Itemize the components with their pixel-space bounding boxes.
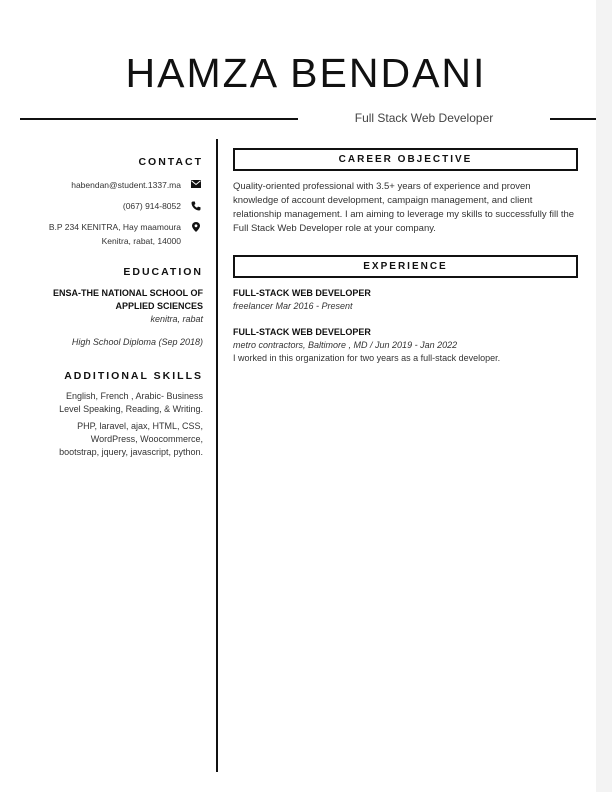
education-heading: EDUCATION [123,266,203,278]
address-line-1: B.P 234 KENITRA, Hay maamoura [48,222,181,232]
education-diploma: High School Diploma (Sep 2018) [71,337,203,347]
contact-section [20,156,203,256]
contact-heading: CONTACT [138,156,203,168]
column-divider [216,139,218,772]
school-line-1: ENSA-THE NATIONAL SCHOOL OF [52,288,203,298]
resume-name: HAMZA BENDANI [125,50,487,96]
contact-phone-row [123,199,203,213]
location-pin-icon [189,220,203,232]
header-rule-left [20,118,298,120]
job-title: FULL-STACK WEB DEVELOPER [233,327,371,337]
experience-entry [233,326,578,365]
job-description: I worked in this organization for two years as a full-stack developer. [233,353,501,363]
school-line-2: APPLIED SCIENCES [115,301,203,311]
page-edge-shadow [596,0,612,792]
tech-line-1: PHP, laravel, ajax, HTML, CSS, [77,421,203,431]
skills-heading: ADDITIONAL SKILLS [64,370,203,382]
languages-line-1: English, French , Arabic- Business [65,391,203,401]
contact-phone[interactable]: (067) 914-8052 [122,201,181,211]
resume-job-title: Full Stack Web Developer [354,111,494,125]
experience-entry [233,287,578,313]
languages-line-2: Level Speaking, Reading, & Writing. [59,404,203,414]
education-section [20,266,203,349]
skills-languages [20,390,203,416]
header-rule-right [550,118,596,120]
job-subtitle: metro contractors, Baltimore , MD / Jun 2019 - Jan 2022 [233,340,458,350]
education-location: kenitra, rabat [150,314,203,324]
address-line-2: Kenitra, rabat, 14000 [101,236,181,246]
contact-email-row [71,178,203,192]
phone-icon [189,199,203,211]
tech-line-2: WordPress, Woocommerce, [90,434,203,444]
skills-section [20,370,203,459]
tech-line-3: bootstrap, jquery, javascript, python. [59,447,203,457]
contact-address [49,220,181,248]
envelope-icon [189,178,203,188]
career-objective-text: Quality-oriented professional with 3.5+ years of experience and proven knowledge of account development, campaign management, and client relationship management. I am aiming to leverage my skills to successfully fill the Full Stack Web Developer role at your company. [233,181,575,234]
contact-address-row [49,220,203,248]
career-objective-heading: CAREER OBJECTIVE [233,148,578,171]
job-title: FULL-STACK WEB DEVELOPER [233,288,371,298]
job-subtitle: freelancer Mar 2016 - Present [233,301,353,311]
education-school [20,287,203,313]
skills-technical [20,420,203,459]
contact-email[interactable]: habendan@student.1337.ma [71,180,181,190]
experience-heading: EXPERIENCE [233,255,578,278]
